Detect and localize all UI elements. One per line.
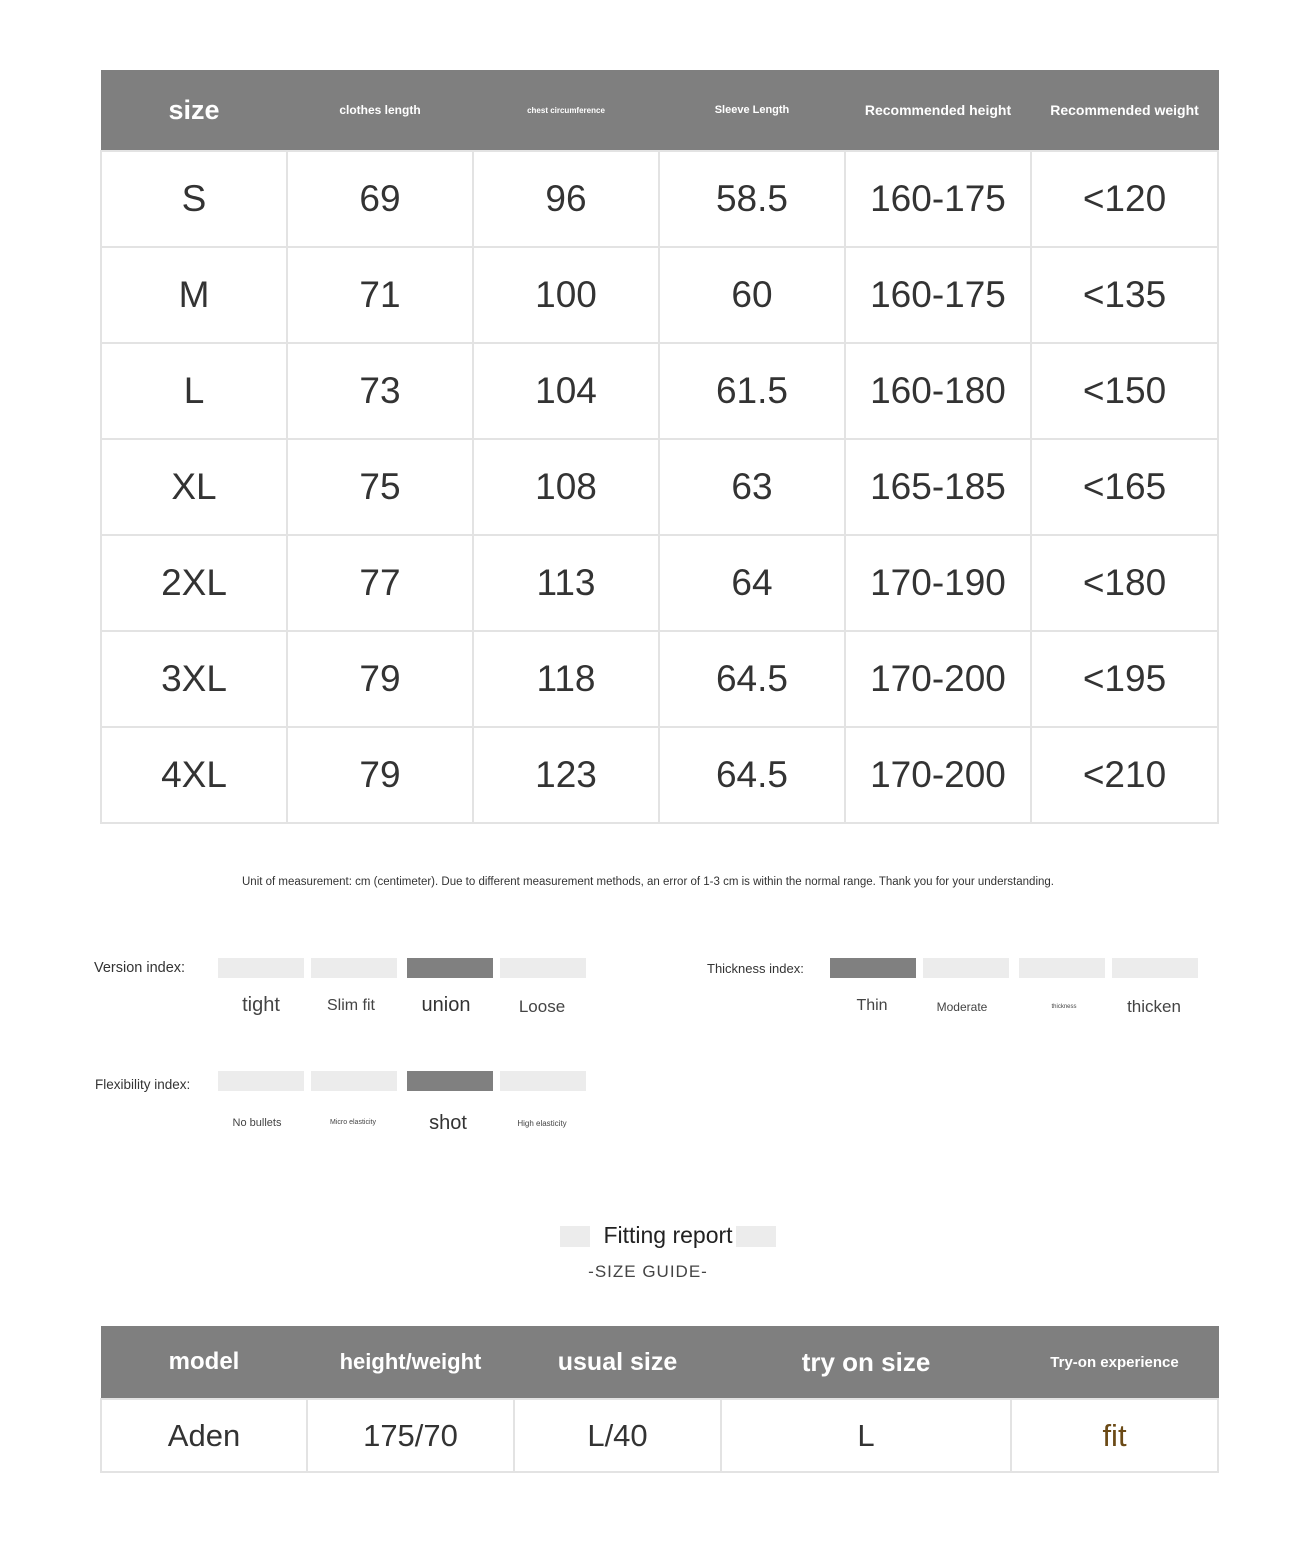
cell-height-weight: 175/70 — [307, 1399, 514, 1472]
cell-chest: 96 — [473, 151, 659, 247]
header-sleeve-length: Sleeve Length — [659, 70, 845, 151]
cell-size: M — [101, 247, 287, 343]
header-height-weight: height/weight — [307, 1326, 514, 1399]
header-recommended-weight: Recommended weight — [1031, 70, 1218, 151]
cell-height: 160-180 — [845, 343, 1031, 439]
fitting-header-row — [101, 1326, 1218, 1399]
header-recommended-height: Recommended height — [845, 70, 1031, 151]
cell-size: 2XL — [101, 535, 287, 631]
cell-sleeve: 64.5 — [659, 631, 845, 727]
cell-weight: <150 — [1031, 343, 1218, 439]
cell-weight: <210 — [1031, 727, 1218, 823]
flexibility-bar-micro-elasticity — [311, 1071, 397, 1091]
thickness-bar-thin — [830, 958, 916, 978]
flexibility-option-shot: shot — [429, 1112, 467, 1134]
header-try-on-size: try on size — [721, 1326, 1011, 1399]
version-option-slim-fit: Slim fit — [327, 997, 375, 1014]
header-model: model — [101, 1326, 307, 1399]
version-bar-union — [407, 958, 493, 978]
cell-weight: <195 — [1031, 631, 1218, 727]
cell-weight: <165 — [1031, 439, 1218, 535]
cell-height: 160-175 — [845, 247, 1031, 343]
cell-chest: 123 — [473, 727, 659, 823]
cell-height: 170-190 — [845, 535, 1031, 631]
thickness-index-label: Thickness index: — [707, 961, 804, 976]
cell-height: 170-200 — [845, 631, 1031, 727]
cell-chest: 113 — [473, 535, 659, 631]
cell-height: 160-175 — [845, 151, 1031, 247]
cell-size: S — [101, 151, 287, 247]
thickness-option-thin: Thin — [856, 997, 888, 1014]
table-row — [101, 1399, 1218, 1472]
version-bar-slim-fit — [311, 958, 397, 978]
cell-model: Aden — [101, 1399, 307, 1472]
thickness-option-thicken: thicken — [1127, 997, 1181, 1016]
cell-weight: <180 — [1031, 535, 1218, 631]
cell-size: 4XL — [101, 727, 287, 823]
version-index-label: Version index: — [94, 960, 186, 976]
cell-chest: 108 — [473, 439, 659, 535]
flexibility-option-micro-elasticity: Micro elasticity — [330, 1119, 376, 1126]
cell-clothes-length: 75 — [287, 439, 473, 535]
cell-clothes-length: 73 — [287, 343, 473, 439]
flexibility-bar-no-bullets — [218, 1071, 304, 1091]
version-option-tight: tight — [242, 994, 280, 1016]
table-row — [101, 727, 1218, 823]
table-row — [101, 631, 1218, 727]
size-chart-table — [100, 70, 1219, 824]
cell-chest: 104 — [473, 343, 659, 439]
cell-sleeve: 64.5 — [659, 727, 845, 823]
thickness-bar-thicken — [1112, 958, 1198, 978]
cell-clothes-length: 77 — [287, 535, 473, 631]
cell-size: 3XL — [101, 631, 287, 727]
version-option-union: union — [421, 994, 471, 1016]
cell-clothes-length: 79 — [287, 727, 473, 823]
cell-size: L — [101, 343, 287, 439]
fitting-report-title-block — [560, 1222, 776, 1248]
thickness-option-thickness: thickness — [1051, 1004, 1077, 1010]
table-row — [101, 439, 1218, 535]
fitting-report-title: Fitting report — [603, 1222, 733, 1248]
cell-size: XL — [101, 439, 287, 535]
flexibility-index-label: Flexibility index: — [95, 1077, 191, 1092]
cell-clothes-length: 71 — [287, 247, 473, 343]
header-chest-circumference: chest circumference — [473, 70, 659, 151]
size-guide-subtitle: -SIZE GUIDE- — [588, 1262, 708, 1281]
cell-try-on-experience: fit — [1011, 1399, 1218, 1472]
flexibility-option-high-elasticity: High elasticity — [517, 1119, 567, 1128]
cell-sleeve: 64 — [659, 535, 845, 631]
thickness-option-moderate: Moderate — [936, 1000, 988, 1014]
cell-try-on-size: L — [721, 1399, 1011, 1472]
cell-sleeve: 61.5 — [659, 343, 845, 439]
version-bar-loose — [500, 958, 586, 978]
table-row — [101, 151, 1218, 247]
version-bar-tight — [218, 958, 304, 978]
cell-sleeve: 63 — [659, 439, 845, 535]
header-clothes-length: clothes length — [287, 70, 473, 151]
header-usual-size: usual size — [514, 1326, 721, 1399]
cell-sleeve: 58.5 — [659, 151, 845, 247]
thickness-bar-moderate — [923, 958, 1009, 978]
header-size: size — [101, 70, 287, 151]
cell-usual-size: L/40 — [514, 1399, 721, 1472]
thickness-bar-thickness — [1019, 958, 1105, 978]
table-row — [101, 343, 1218, 439]
measurement-note: Unit of measurement: cm (centimeter). Due to different measurement methods, an error of 1-3 cm is within the normal range. Thank you for your understanding. — [242, 876, 1054, 888]
table-row — [101, 247, 1218, 343]
version-option-loose: Loose — [518, 997, 566, 1016]
cell-chest: 100 — [473, 247, 659, 343]
cell-clothes-length: 69 — [287, 151, 473, 247]
cell-chest: 118 — [473, 631, 659, 727]
cell-clothes-length: 79 — [287, 631, 473, 727]
cell-height: 165-185 — [845, 439, 1031, 535]
size-chart-header-row — [101, 70, 1218, 151]
flexibility-option-no-bullets: No bullets — [232, 1117, 282, 1129]
cell-height: 170-200 — [845, 727, 1031, 823]
table-row — [101, 535, 1218, 631]
header-try-on-experience: Try-on experience — [1011, 1326, 1218, 1399]
cell-weight: <120 — [1031, 151, 1218, 247]
flexibility-bar-high-elasticity — [500, 1071, 586, 1091]
cell-sleeve: 60 — [659, 247, 845, 343]
cell-weight: <135 — [1031, 247, 1218, 343]
flexibility-bar-shot — [407, 1071, 493, 1091]
fitting-report-table — [100, 1326, 1219, 1473]
